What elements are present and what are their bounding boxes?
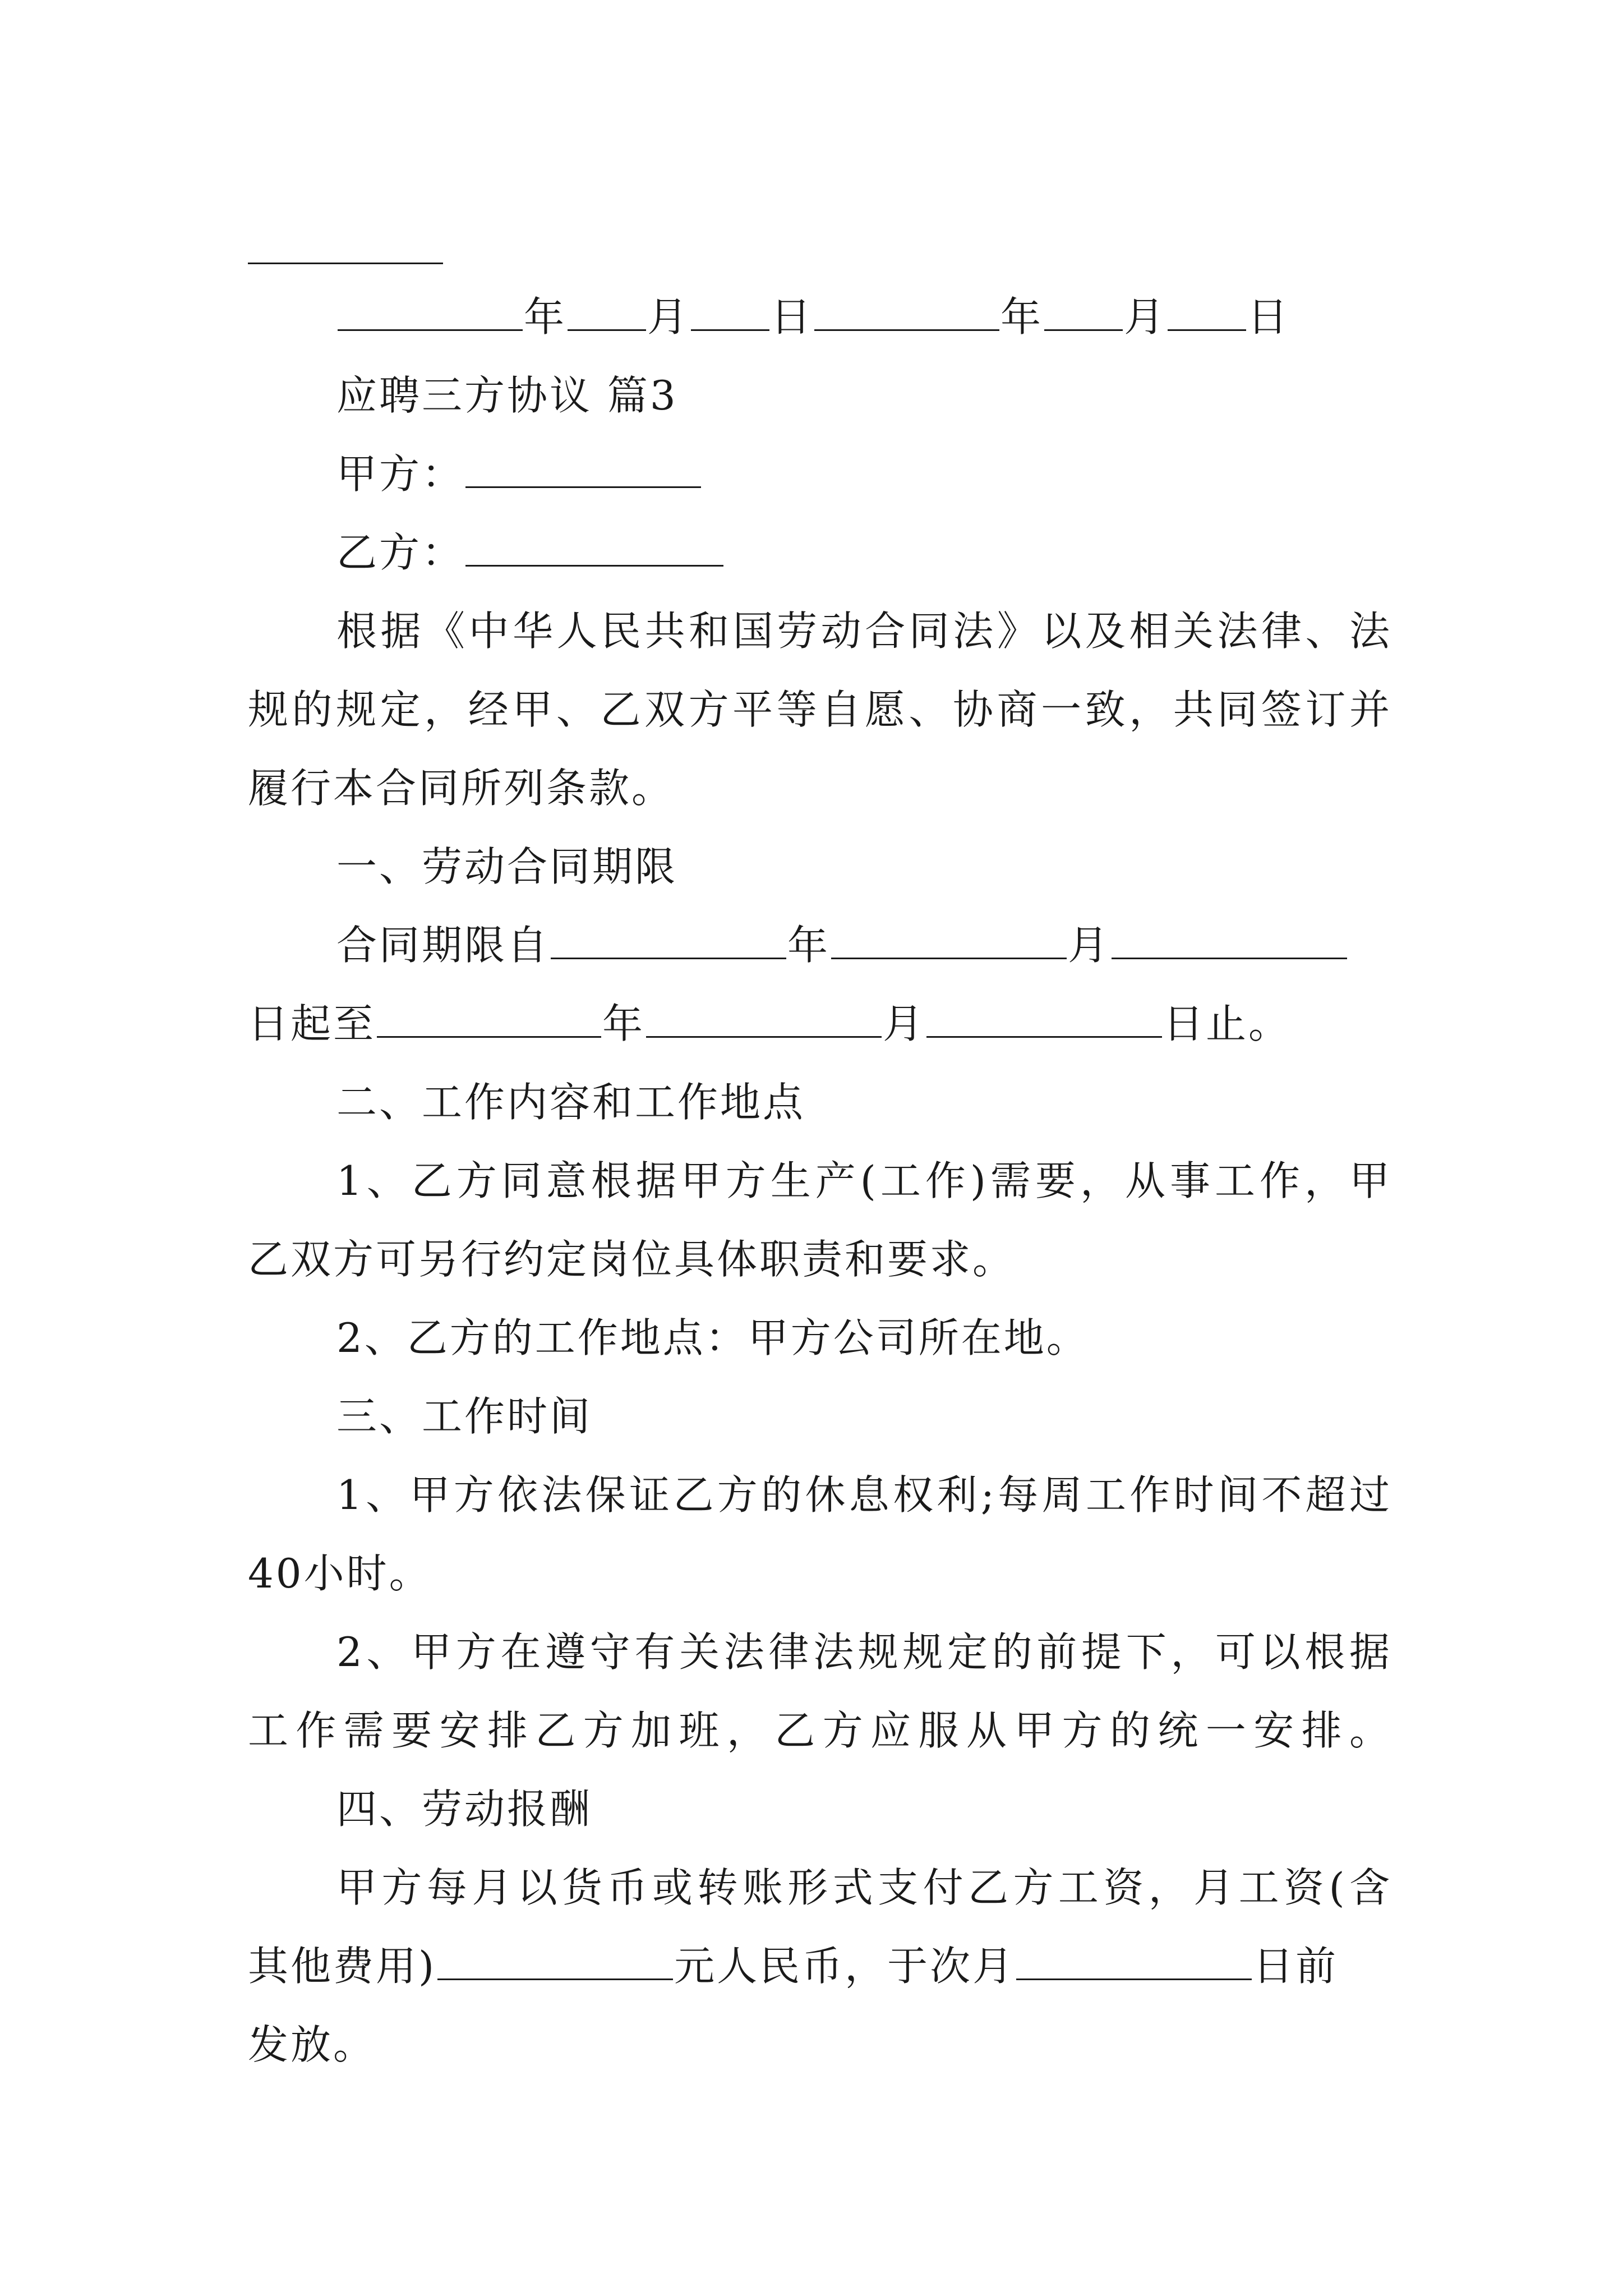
party-a-row [336,452,1392,496]
end-day-label: 日止。 [1163,1000,1292,1047]
wage-prefix: 其他费用) [248,1943,437,1990]
signature-blank-line [248,263,443,264]
month-label: 月 [647,293,690,341]
signature-date-row [336,295,1481,339]
section-3-item-1-line-2: 40小时。 [248,1550,432,1597]
end-day-field[interactable] [926,1002,1162,1038]
month-label: 月 [883,1000,926,1047]
month-label: 月 [1068,922,1111,969]
section-4-line-1: 甲方每月以货币或转账形式支付乙方工资，月工资(含 [336,1864,1392,1911]
document-title: 应聘三方协议 篇3 [336,372,678,419]
year-label: 年 [602,1000,645,1047]
wage-amount-field[interactable] [437,1945,673,1980]
blank-field[interactable] [568,296,646,331]
month-label: 月 [1124,293,1167,341]
section-4-heading: 四、劳动报酬 [336,1786,593,1833]
section-2-item-1-line-1: 1、乙方同意根据甲方生产(工作)需要，从事工作，甲 [336,1157,1392,1204]
year-label: 年 [1000,293,1044,341]
pay-day-field[interactable] [1016,1945,1252,1980]
blank-field[interactable] [691,296,769,331]
section-4-line-2 [248,1944,1392,1989]
intro-line-1: 根据《中华人民共和国劳动合同法》以及相关法律、法 [336,608,1392,655]
blank-field[interactable] [1168,296,1246,331]
section-3-item-2-line-1: 2、甲方在遵守有关法律法规规定的前提下，可以根据 [336,1628,1392,1676]
contract-term-line-2 [248,1001,1392,1046]
section-2-heading: 二、工作内容和工作地点 [336,1079,806,1126]
year-label: 年 [524,293,567,341]
end-year-field[interactable] [377,1002,601,1038]
party-b-field[interactable] [465,531,723,567]
section-2-item-2: 2、乙方的工作地点：甲方公司所在地。 [336,1314,1089,1361]
day-label: 日 [1247,293,1290,341]
start-year-field[interactable] [551,924,786,959]
blank-field[interactable] [1044,296,1123,331]
intro-line-3: 履行本合同所列条款。 [248,765,675,812]
contract-term-line-1 [336,923,1392,968]
start-month-field[interactable] [831,924,1067,959]
wage-mid: 元人民币，于次月 [674,1943,1016,1990]
section-1-heading: 一、劳动合同期限 [336,843,678,890]
day-label: 日 [771,293,814,341]
year-label: 年 [787,922,831,969]
section-3-heading: 三、工作时间 [336,1393,593,1440]
from-day-label: 日起至 [248,1000,376,1047]
section-2-item-1-line-2: 乙双方可另行约定岗位具体职责和要求。 [248,1236,1016,1283]
party-a-label: 甲方： [336,450,465,498]
intro-line-2: 规的规定，经甲、乙双方平等自愿、协商一致，共同签订并 [248,686,1392,733]
wage-suffix: 日前 [1253,1943,1339,1990]
term-prefix: 合同期限自 [336,922,550,969]
party-a-field[interactable] [465,453,701,488]
start-day-field[interactable] [1112,924,1347,959]
blank-field[interactable] [814,296,999,331]
party-b-label: 乙方： [336,529,465,576]
section-3-item-2-line-2: 工作需要安排乙方加班，乙方应服从甲方的统一安排。 [248,1707,1392,1754]
section-3-item-1-line-1: 1、甲方依法保证乙方的休息权利;每周工作时间不超过 [336,1471,1392,1519]
party-b-row [336,530,1392,575]
blank-field[interactable] [338,296,523,331]
section-4-line-3: 发放。 [248,2021,376,2068]
end-month-field[interactable] [646,1002,882,1038]
